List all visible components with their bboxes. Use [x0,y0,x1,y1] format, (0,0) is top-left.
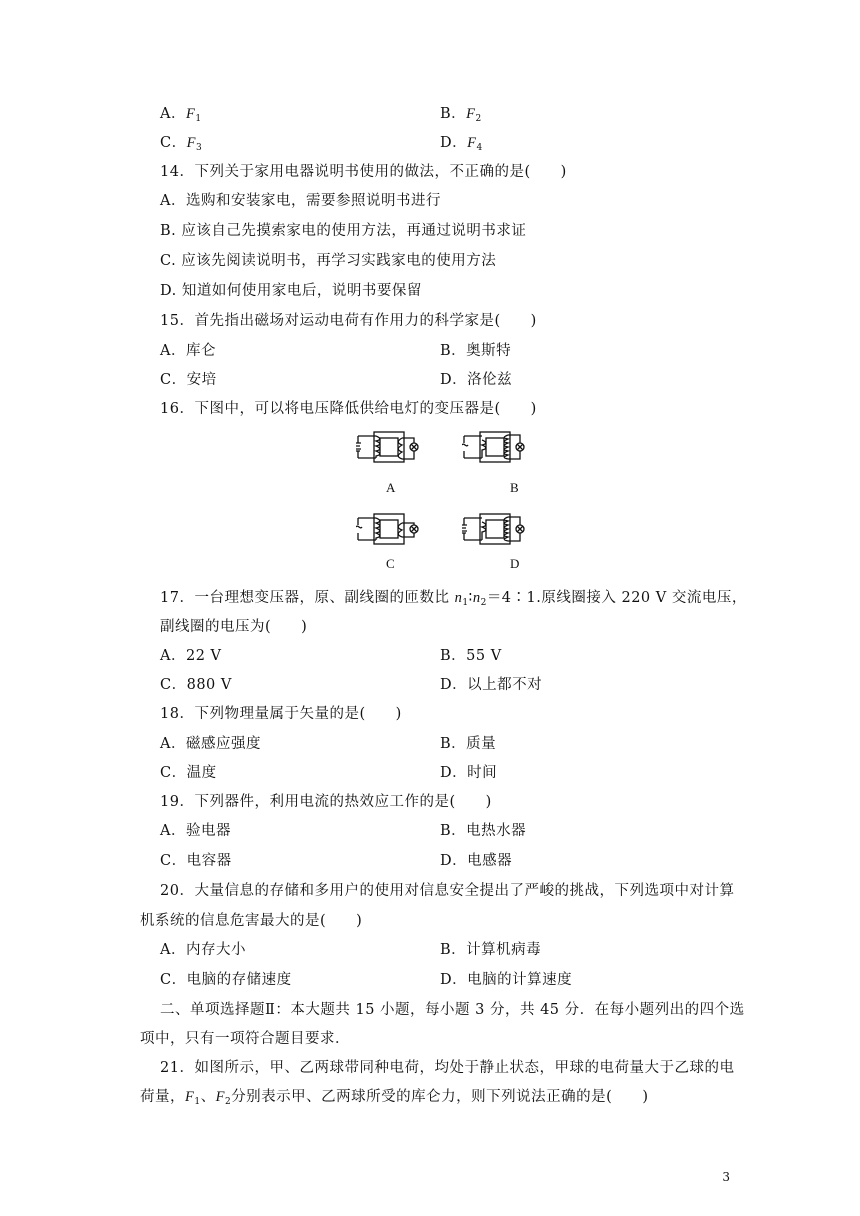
q19-option-d: D．电感器 [440,853,513,869]
q17-option-a: A．22 V [160,648,222,664]
q14-stem: 14．下列关于家用电器说明书使用的做法，不正确的是( ) [160,164,567,180]
page-number: 3 [722,1170,730,1184]
transformer-diagram-b [462,426,528,468]
q15-option-c: C．安培 [160,372,217,388]
q13-option-b: B．$F_2$ [440,106,482,124]
q14-option-d: D. 知道如何使用家电后，说明书要保留 [160,283,422,299]
q18-option-b: B．质量 [440,736,497,752]
q15-option-a: A．库仑 [160,343,216,359]
q18-option-c: C．温度 [160,765,217,781]
q17-option-d: D．以上都不对 [440,677,543,693]
q15-stem: 15．首先指出磁场对运动电荷有作用力的科学家是( ) [160,313,537,329]
q19-stem: 19．下列器件，利用电流的热效应工作的是( ) [160,794,492,810]
q17-stem-line1: 17．一台理想变压器，原、副线圈的匝数比 $n_1∶n_2=4∶1$.原线圈接入 220 V 交流电压， [160,590,747,608]
q14-option-b: B. 应该自己先摸索家电的使用方法，再通过说明书求证 [160,223,527,239]
q18-option-a: A．磁感应强度 [160,736,261,752]
transformer-diagram-d [462,508,528,550]
transformer-diagram-c [356,508,422,550]
q17-option-b: B．55 V [440,648,502,664]
q14-option-a: A．选购和安装家电，需要参照说明书进行 [160,193,441,209]
diagram-label-b: B [510,480,519,495]
q20-option-d: D．电脑的计算速度 [440,972,573,988]
q17-stem-line2: 副线圈的电压为( ) [160,619,308,635]
q20-stem-line1: 20．大量信息的存储和多用户的使用对信息安全提出了严峻的挑战，下列选项中对计算 [160,883,735,899]
q15-option-d: D．洛伦兹 [440,372,513,388]
q19-option-b: B．电热水器 [440,823,527,839]
diagram-label-c: C [386,556,395,571]
diagram-label-a: A [386,480,396,495]
section2-heading-line2: 项中，只有一项符合题目要求． [140,1031,350,1047]
section2-heading-line1: 二、单项选择题Ⅱ：本大题共 15 小题，每小题 3 分，共 45 分．在每小题列出的四个选 [160,1002,745,1018]
q13-option-d: D．$F_4$ [440,135,483,153]
q15-option-b: B．奥斯特 [440,343,512,359]
q16-stem: 16．下图中，可以将电压降低供给电灯的变压器是( ) [160,401,537,417]
diagram-label-d: D [510,556,520,571]
q18-stem: 18．下列物理量属于矢量的是( ) [160,706,402,722]
q19-option-a: A．验电器 [160,823,231,839]
q19-option-c: C．电容器 [160,853,232,869]
q20-option-a: A．内存大小 [160,942,246,958]
q13-option-c: C．$F_3$ [160,135,203,153]
q21-stem-line2: 荷量，$F_1$、$F_2$分别表示甲、乙两球所受的库仑力，则下列说法正确的是( ) [140,1089,649,1107]
q13-option-a: A．$F_1$ [160,106,202,124]
transformer-diagram-a [356,426,422,468]
q20-stem-line2: 机系统的信息危害最大的是( ) [140,913,363,929]
q21-stem-line1: 21．如图所示，甲、乙两球带同种电荷，均处于静止状态，甲球的电荷量大于乙球的电 [160,1060,735,1076]
q17-option-c: C．880 V [160,677,232,693]
q18-option-d: D．时间 [440,765,498,781]
q14-option-c: C. 应该先阅读说明书，再学习实践家电的使用方法 [160,253,497,269]
q20-option-b: B．计算机病毒 [440,942,542,958]
q20-option-c: C．电脑的存储速度 [160,972,292,988]
